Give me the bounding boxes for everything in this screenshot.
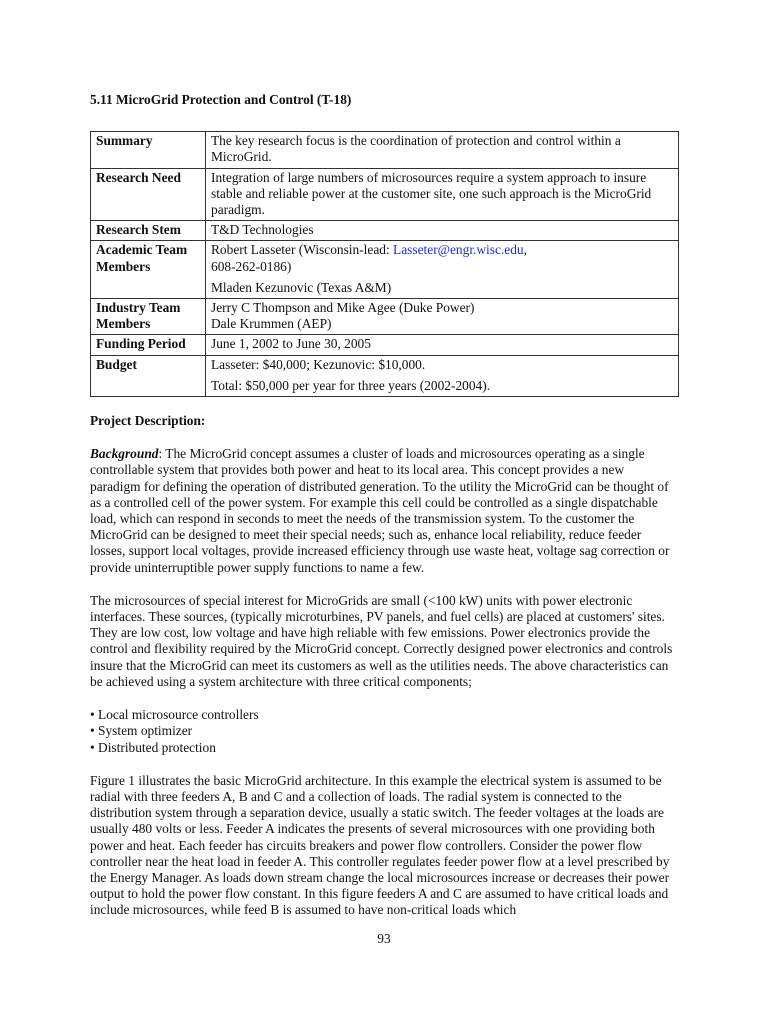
email-link[interactable]: Lasseter@engr.wisc.edu — [393, 242, 524, 258]
research-need-label: Research Need — [91, 168, 206, 221]
table-row — [91, 335, 679, 355]
table-row — [91, 132, 679, 168]
academic-member-1-phone: 608-262-0186) — [211, 258, 292, 274]
industry-member-1: Jerry C Thompson and Mike Agee (Duke Power) — [211, 300, 475, 316]
background-text: : The MicroGrid concept assumes a cluster of loads and microsources operating as a single controllable system that provides both power and heat to its local area. This concept provides a new paradigm for defining the operation of distributed generation. To the utility the MicroGrid can be thought of as a controlled cell of the power system. For example this cell could be controlled as a single dispatchable load, which can respond in seconds to meet the needs of the transmission system. To the customer the MicroGrid can be designed to meet their special needs; such as, enhance local reliability, reduce feeder losses, support local voltages, provide increased efficiency through use waste heat, voltage sag correction or provide uninterruptible power supply functions to name a few. — [90, 446, 670, 575]
research-stem-label: Research Stem — [91, 221, 206, 241]
background-label: Background — [90, 446, 159, 462]
project-info-table — [90, 131, 679, 397]
list-item: • Distributed protection — [90, 739, 216, 755]
project-description-heading: Project Description: — [90, 413, 206, 429]
industry-team-label: Industry Team Members — [91, 299, 206, 335]
industry-member-2: Dale Krummen (AEP) — [211, 316, 332, 332]
background-paragraph — [90, 446, 678, 576]
table-row — [91, 299, 679, 335]
research-stem-value: T&D Technologies — [206, 221, 679, 241]
academic-member-1-suffix: , — [523, 242, 527, 258]
table-row — [91, 221, 679, 241]
industry-team-value — [206, 299, 679, 335]
budget-label: Budget — [91, 355, 206, 396]
document-page — [90, 92, 678, 936]
budget-line-2: Total: $50,000 per year for three years (2002-2004). — [211, 377, 491, 393]
architecture-paragraph: Figure 1 illustrates the basic MicroGrid architecture. In this example the electrical system is assumed to be radial with three feeders A, B and C and a collection of loads. The radial system is connected to the distribution system through a separation device, usually a static switch. The feeder voltages at the loads are usually 480 volts or less. Feeder A indicates the presents of several microsources with one providing both power and heat. Each feeder has circuits breakers and power flow controllers. Consider the power flow controller near the heat load in feeder A. This controller regulates feeder power flow at a level prescribed by the Energy Manager. As loads down stream change the local microsources increase or decreases their power output to hold the power flow constant. In this figure feeders A and C are assumed to have critical loads and include microsources, while feed B is assumed to have non-critical loads which — [90, 772, 670, 918]
section-title: 5.11 MicroGrid Protection and Control (T-18) — [90, 92, 352, 107]
academic-member-2: Mladen Kezunovic (Texas A&M) — [211, 279, 392, 295]
funding-period-value: June 1, 2002 to June 30, 2005 — [206, 335, 679, 355]
page-number: 93 — [377, 931, 391, 946]
summary-value: The key research focus is the coordination of protection and control within a MicroGrid. — [206, 132, 679, 168]
academic-member-1 — [211, 242, 673, 258]
list-item: • Local microsource controllers — [90, 707, 259, 723]
budget-line-1: Lasseter: $40,000; Kezunovic: $10,000. — [211, 356, 426, 372]
budget-value — [206, 355, 679, 396]
academic-member-1-name: Robert Lasseter (Wisconsin-lead: — [211, 242, 394, 258]
academic-team-value — [206, 241, 679, 299]
research-need-value: Integration of large numbers of microsources require a system approach to insure stable and reliable power at the customer site, one such approach is the MicroGrid paradigm. — [206, 168, 679, 221]
components-list — [90, 707, 678, 756]
funding-period-label: Funding Period — [91, 335, 206, 355]
list-item: • System optimizer — [90, 723, 193, 739]
table-row — [91, 355, 679, 396]
table-row — [91, 168, 679, 221]
summary-label: Summary — [91, 132, 206, 168]
microsources-paragraph: The microsources of special interest for MicroGrids are small (<100 kW) units with power electronic interfaces. These sources, (typically microturbines, PV panels, and fuel cells) are placed at customers' sites. They are low cost, low voltage and have high reliable with few emissions. Power electronics provide the control and flexibility required by the MicroGrid concept. Correctly designed power electronics and controls insure that the MicroGrid can meet its customers as well as the utilities needs. The above characteristics can be achieved using a system architecture with three critical components; — [90, 592, 673, 689]
table-row — [91, 241, 679, 299]
academic-team-label: Academic Team Members — [91, 241, 206, 299]
